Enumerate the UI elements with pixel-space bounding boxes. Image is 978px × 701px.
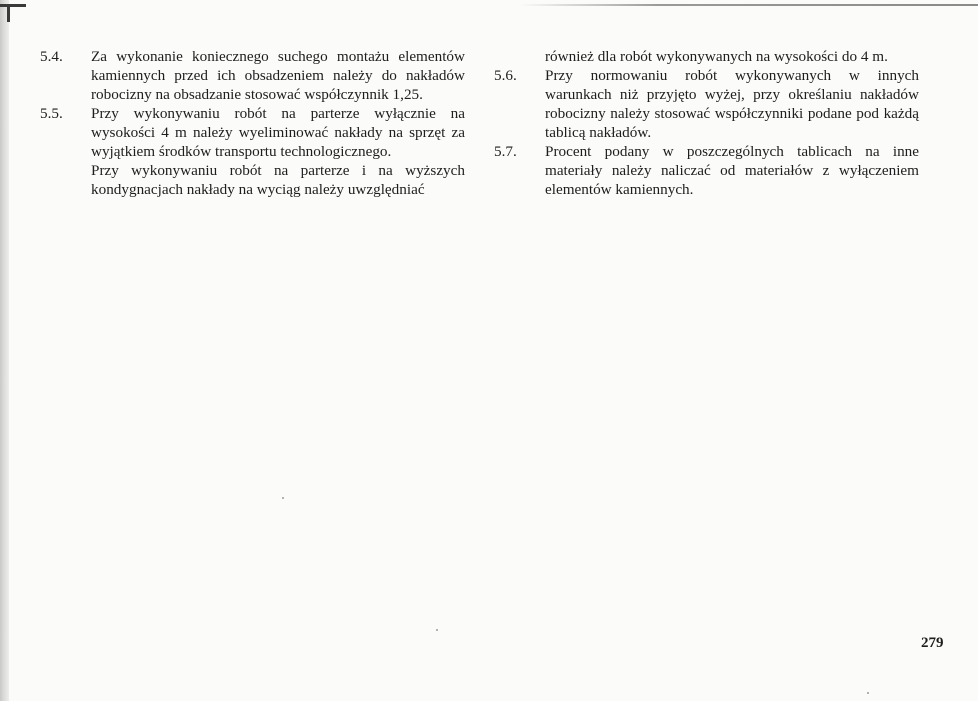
- scan-speck: [282, 497, 284, 499]
- item-number: 5.5.: [40, 105, 63, 122]
- item-number: 5.4.: [40, 48, 63, 65]
- item-number: 5.6.: [494, 67, 517, 84]
- item-text: Procent podany w poszczególnych tablicach na inne materiały należy naliczać od materiałów z wyłączeniem elementów kamiennych.: [545, 143, 919, 198]
- scan-left-edge: [0, 0, 9, 701]
- page-number: 279: [921, 635, 944, 651]
- item-text: Przy wykonywaniu robót na parterze wyłącznie na wysokości 4 m należy wyeliminować nakłady na sprzęt za wyjątkiem środków transportu technologicznego.: [91, 105, 465, 160]
- item-number: 5.7.: [494, 143, 517, 160]
- list-item-5-4: [40, 47, 465, 104]
- item-continuation-paragraph: Przy wykonywaniu robót na parterze i na wyższych kondygnacjach nakłady na wyciąg należy uwzględniać: [91, 162, 465, 198]
- right-column: [494, 47, 919, 199]
- scan-speck: [436, 629, 438, 631]
- item-text: Za wykonanie koniecznego suchego montażu elementów kamiennych przed ich obsadzeniem należy do nakładów robocizny na obsadzanie stosować współczynnik 1,25.: [91, 48, 465, 103]
- left-column: [40, 47, 465, 199]
- scan-corner-mark-vertical: [7, 4, 10, 22]
- list-item-5-6: [494, 66, 919, 142]
- scan-speck: [867, 692, 869, 694]
- scan-top-rule: [520, 4, 978, 6]
- list-item-5-5: [40, 104, 465, 161]
- item-text: Przy normowaniu robót wykonywanych w innych warunkach niż przyjęto wyżej, przy określaniu nakładów robocizny należy stosować współczynniki podane pod każdą tablicą nakładów.: [545, 67, 919, 141]
- list-item-5-7: [494, 142, 919, 199]
- continued-paragraph: również dla robót wykonywanych na wysokości do 4 m.: [545, 48, 888, 65]
- scan-corner-mark: [0, 4, 26, 7]
